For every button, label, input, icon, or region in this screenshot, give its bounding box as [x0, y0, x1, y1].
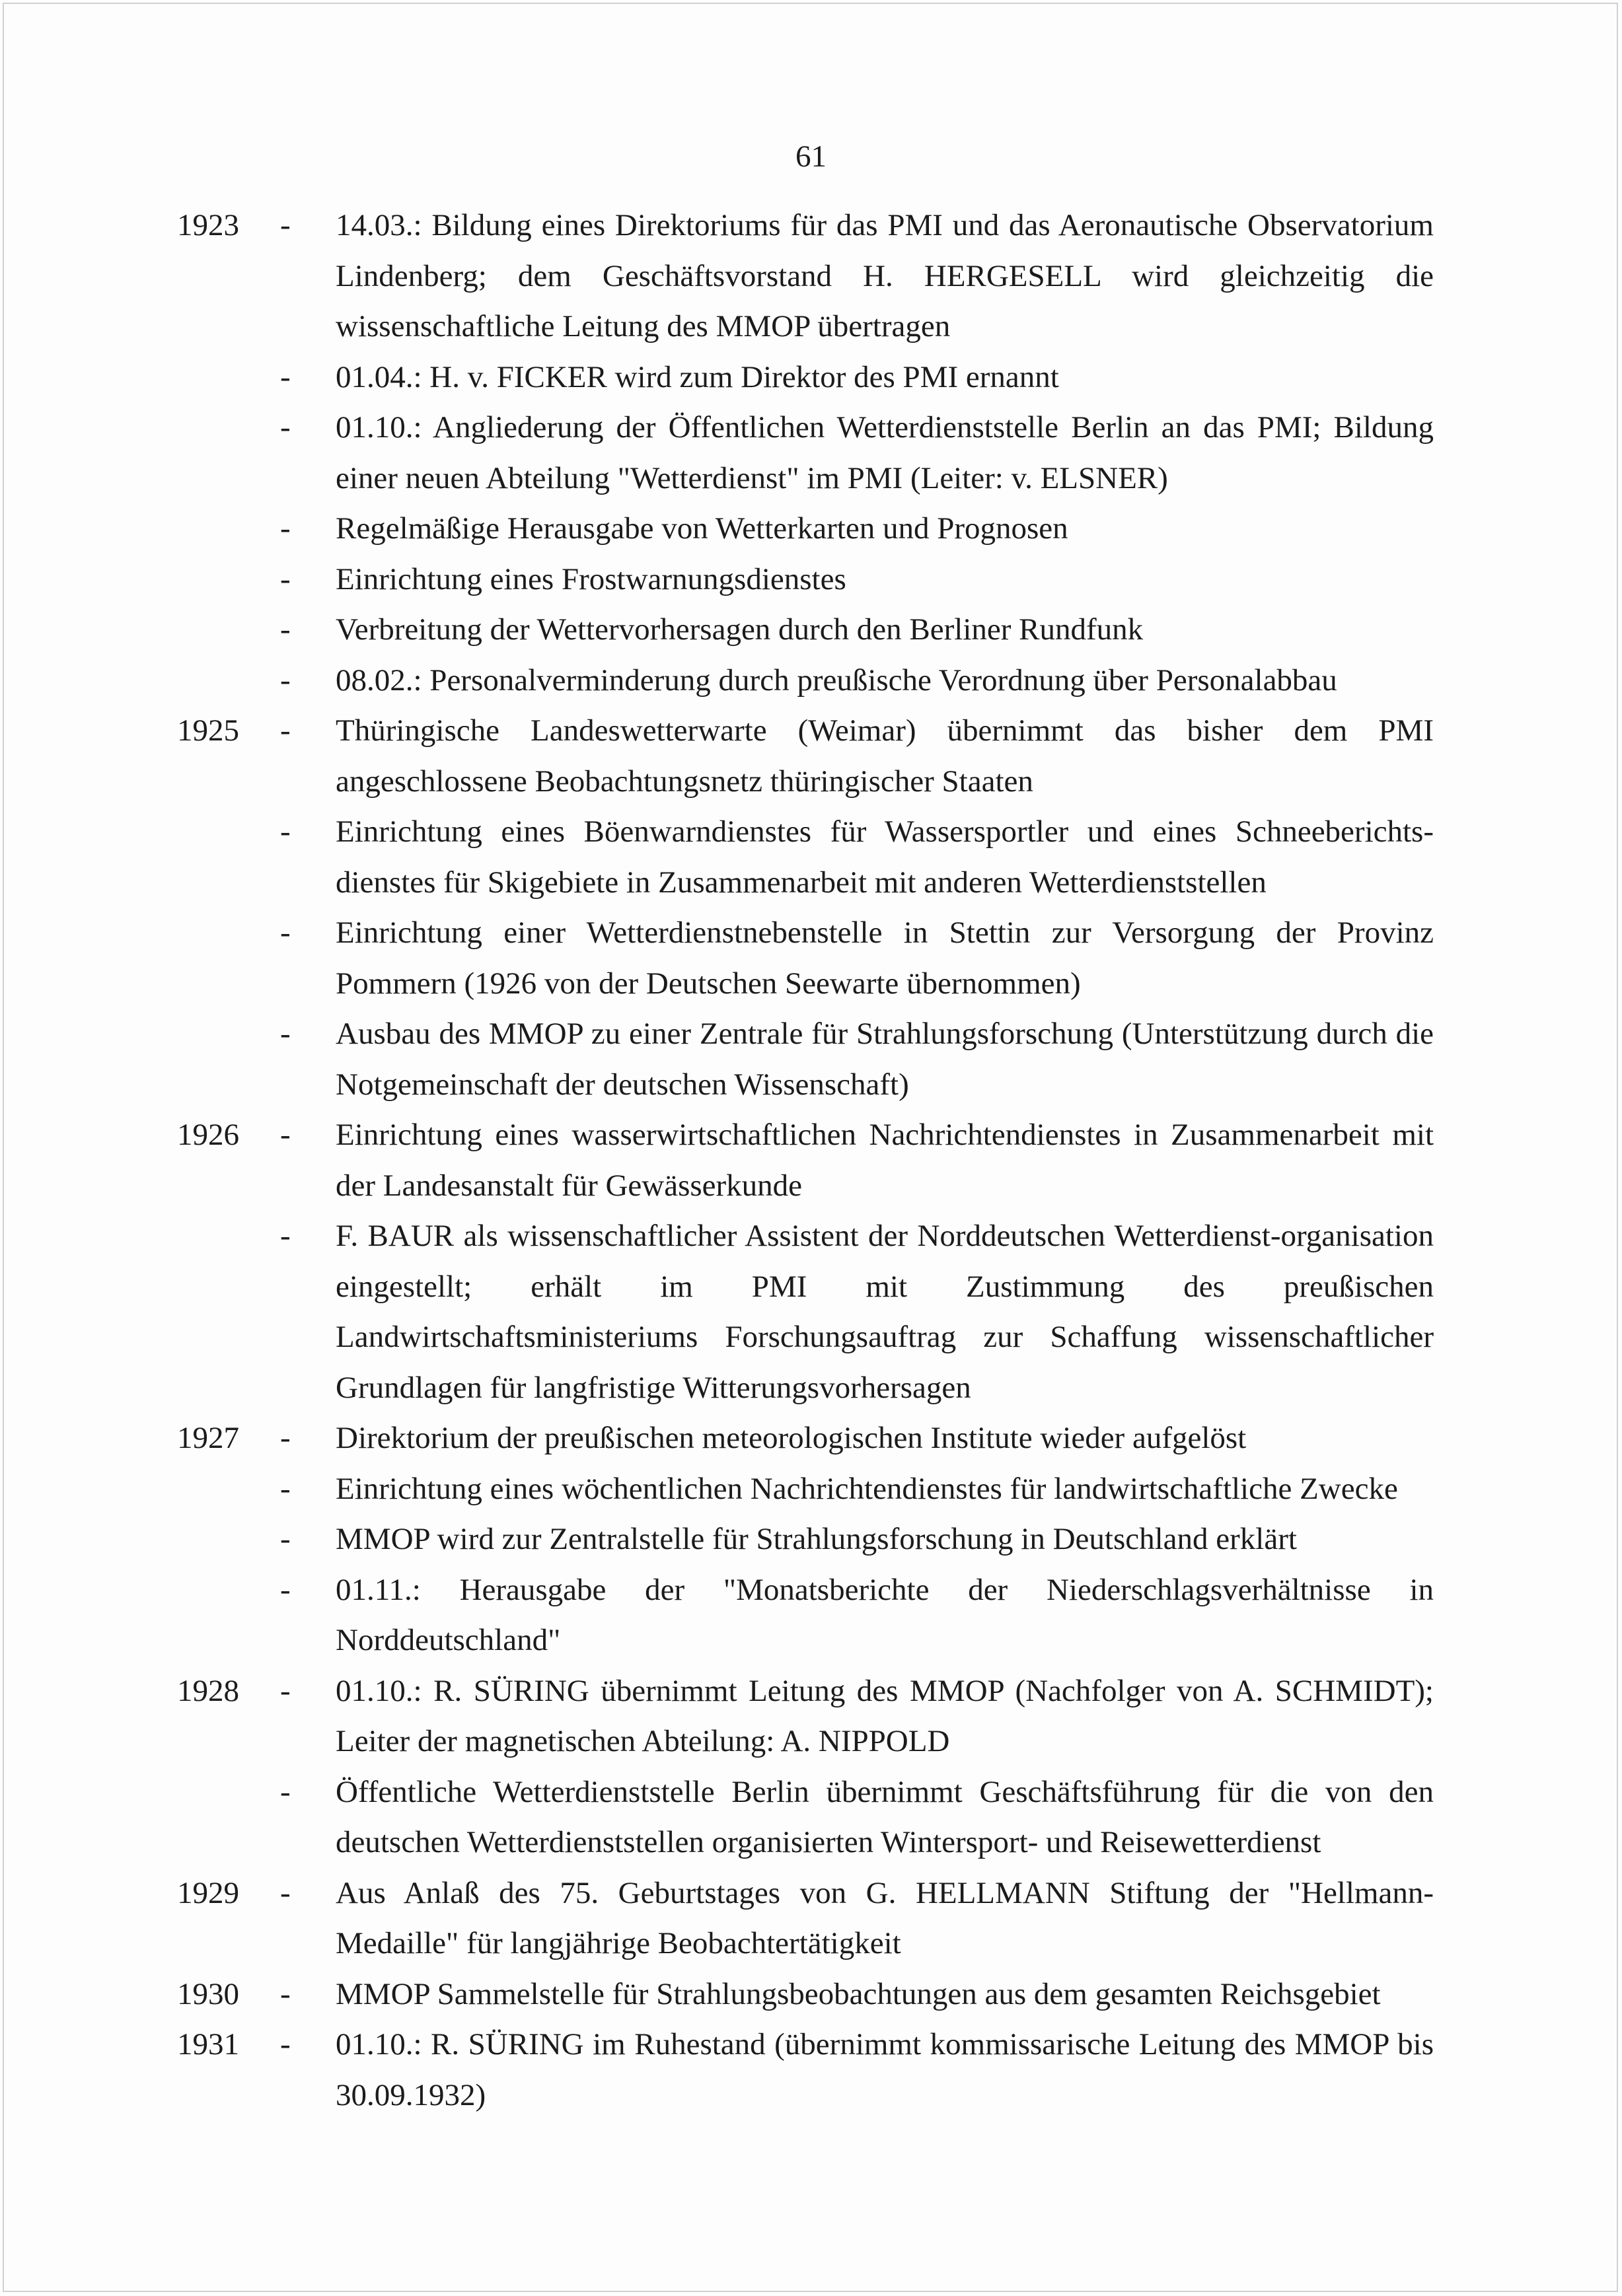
entry-dash: - — [280, 2027, 291, 2062]
page-number: 61 — [795, 139, 827, 174]
entry-text: Öffentliche Wetterdienststelle Berlin übernimmt Geschäftsführung für die von den deutschen Wetterdienststellen organisierten Wintersport- und Reisewetterdienst — [336, 1774, 1434, 1859]
entry-dash: - — [280, 410, 291, 445]
entry-dash: - — [280, 713, 291, 748]
entry-year: 1931 — [177, 2027, 239, 2062]
chronology-entry — [177, 1211, 1432, 1413]
entry-text: 01.11.: Herausgabe der "Monatsberichte der Niederschlagsverhältnisse in Norddeutschland" — [336, 1572, 1434, 1657]
entry-dash: - — [280, 612, 291, 647]
entry-text: 01.04.: H. v. FICKER wird zum Direktor des PMI ernannt — [336, 359, 1059, 394]
entry-text: MMOP Sammelstelle für Strahlungsbeobachtungen aus dem gesamten Reichsgebiet — [336, 1976, 1381, 2011]
chronology-entry — [177, 1514, 1432, 1565]
chronology-entry — [177, 2019, 1432, 2120]
entry-dash: - — [280, 1976, 291, 2011]
entry-text: MMOP wird zur Zentralstelle für Strahlungsforschung in Deutschland erklärt — [336, 1522, 1297, 1556]
entry-text: Verbreitung der Wettervorhersagen durch den Berliner Rundfunk — [336, 612, 1144, 647]
entry-text: Thüringische Landeswetterwarte (Weimar) übernimmt das bisher dem PMI angeschlossene Beobachtungsnetz thüringischer Staaten — [336, 713, 1434, 799]
chronology-entry — [177, 503, 1432, 554]
chronology-entry — [177, 1868, 1432, 1969]
chronology-entry — [177, 1969, 1432, 2020]
entry-dash: - — [280, 1875, 291, 1910]
entry-text: 01.10.: R. SÜRING übernimmt Leitung des MMOP (Nachfolger von A. SCHMIDT); Leiter der magnetischen Abteilung: A. NIPPOLD — [336, 1673, 1434, 1758]
chronology-entry — [177, 1413, 1432, 1464]
entry-text: Einrichtung eines wasserwirtschaftlichen Nachrichtendienstes in Zusammenarbeit mit der Landesanstalt für Gewässerkunde — [336, 1118, 1434, 1203]
entry-text: Aus Anlaß des 75. Geburtstages von G. HELLMANN Stiftung der "Hellmann-Medaille" für langjährige Beobachtertätigkeit — [336, 1875, 1434, 1960]
entry-year: 1923 — [177, 208, 239, 242]
entry-dash: - — [280, 915, 291, 950]
entry-text: Ausbau des MMOP zu einer Zentrale für Strahlungsforschung (Unterstützung durch die Notgemeinschaft der deutschen Wissenschaft) — [336, 1017, 1434, 1102]
chronology-entry — [177, 1110, 1432, 1211]
entry-year: 1929 — [177, 1875, 239, 1910]
entry-text: Direktorium der preußischen meteorologischen Institute wieder aufgelöst — [336, 1421, 1247, 1455]
entry-text: Regelmäßige Herausgabe von Wetterkarten und Prognosen — [336, 511, 1068, 546]
entry-dash: - — [280, 1522, 291, 1556]
entry-text: Einrichtung eines wöchentlichen Nachrichtendienstes für landwirtschaftliche Zwecke — [336, 1471, 1398, 1506]
chronology-entry — [177, 705, 1432, 807]
chronology-entry — [177, 807, 1432, 908]
entry-dash: - — [280, 561, 291, 596]
entry-dash: - — [280, 663, 291, 698]
entry-dash: - — [280, 1471, 291, 1506]
entry-dash: - — [280, 1572, 291, 1607]
chronology-entry — [177, 908, 1432, 1009]
chronology-entry — [177, 352, 1432, 403]
entry-text: Einrichtung eines Frostwarnungsdienstes — [336, 561, 846, 596]
entry-dash: - — [280, 359, 291, 394]
entry-dash: - — [280, 1219, 291, 1253]
chronology-entry — [177, 1464, 1432, 1515]
entry-year: 1927 — [177, 1421, 239, 1455]
entry-text: 08.02.: Personalverminderung durch preußische Verordnung über Personalabbau — [336, 663, 1337, 698]
chronology-entry — [177, 655, 1432, 706]
chronology-entry — [177, 1009, 1432, 1110]
entry-dash: - — [280, 1673, 291, 1708]
chronology-entry — [177, 402, 1432, 503]
entry-year: 1930 — [177, 1976, 239, 2011]
entry-dash: - — [280, 1017, 291, 1051]
entry-dash: - — [280, 814, 291, 849]
chronology-entry — [177, 604, 1432, 655]
chronology-entry — [177, 1565, 1432, 1666]
entry-text: Einrichtung einer Wetterdienstnebenstelle in Stettin zur Versorgung der Provinz Pommern (1926 von der Deutschen Seewarte übernommen) — [336, 915, 1434, 1001]
chronology-list — [177, 200, 1432, 2120]
entry-year: 1925 — [177, 713, 239, 748]
entry-year: 1926 — [177, 1118, 239, 1152]
entry-text: Einrichtung eines Böenwarndienstes für Wassersportler und eines Schneeberichts-dienstes für Skigebiete in Zusammenarbeit mit anderen Wetterdienststellen — [336, 814, 1434, 900]
chronology-entry — [177, 200, 1432, 352]
entry-text: 01.10.: R. SÜRING im Ruhestand (übernimmt kommissarische Leitung des MMOP bis 30.09.1932) — [336, 2027, 1434, 2112]
chronology-entry — [177, 1767, 1432, 1868]
entry-dash: - — [280, 511, 291, 546]
entry-dash: - — [280, 1774, 291, 1809]
entry-dash: - — [280, 1421, 291, 1455]
entry-text: 14.03.: Bildung eines Direktoriums für das PMI und das Aeronautische Observatorium Lindenberg; dem Geschäftsvorstand H. HERGESELL wird gleichzeitig die wissenschaftliche Leitung des MMOP übertragen — [336, 208, 1434, 343]
entry-text: F. BAUR als wissenschaftlicher Assistent der Norddeutschen Wetterdienst-organisation eingestellt; erhält im PMI mit Zustimmung des preußischen Landwirtschaftsministeriums Forschungsauftrag zur Schaffung wissenschaftlicher Grundlagen für langfristige Witterungsvorhersagen — [336, 1219, 1434, 1405]
entry-dash: - — [280, 208, 291, 242]
chronology-entry — [177, 1666, 1432, 1767]
entry-text: 01.10.: Angliederung der Öffentlichen Wetterdienststelle Berlin an das PMI; Bildung einer neuen Abteilung "Wetterdienst" im PMI (Leiter: v. ELSNER) — [336, 410, 1434, 495]
entry-dash: - — [280, 1118, 291, 1152]
chronology-entry — [177, 554, 1432, 605]
entry-year: 1928 — [177, 1673, 239, 1708]
